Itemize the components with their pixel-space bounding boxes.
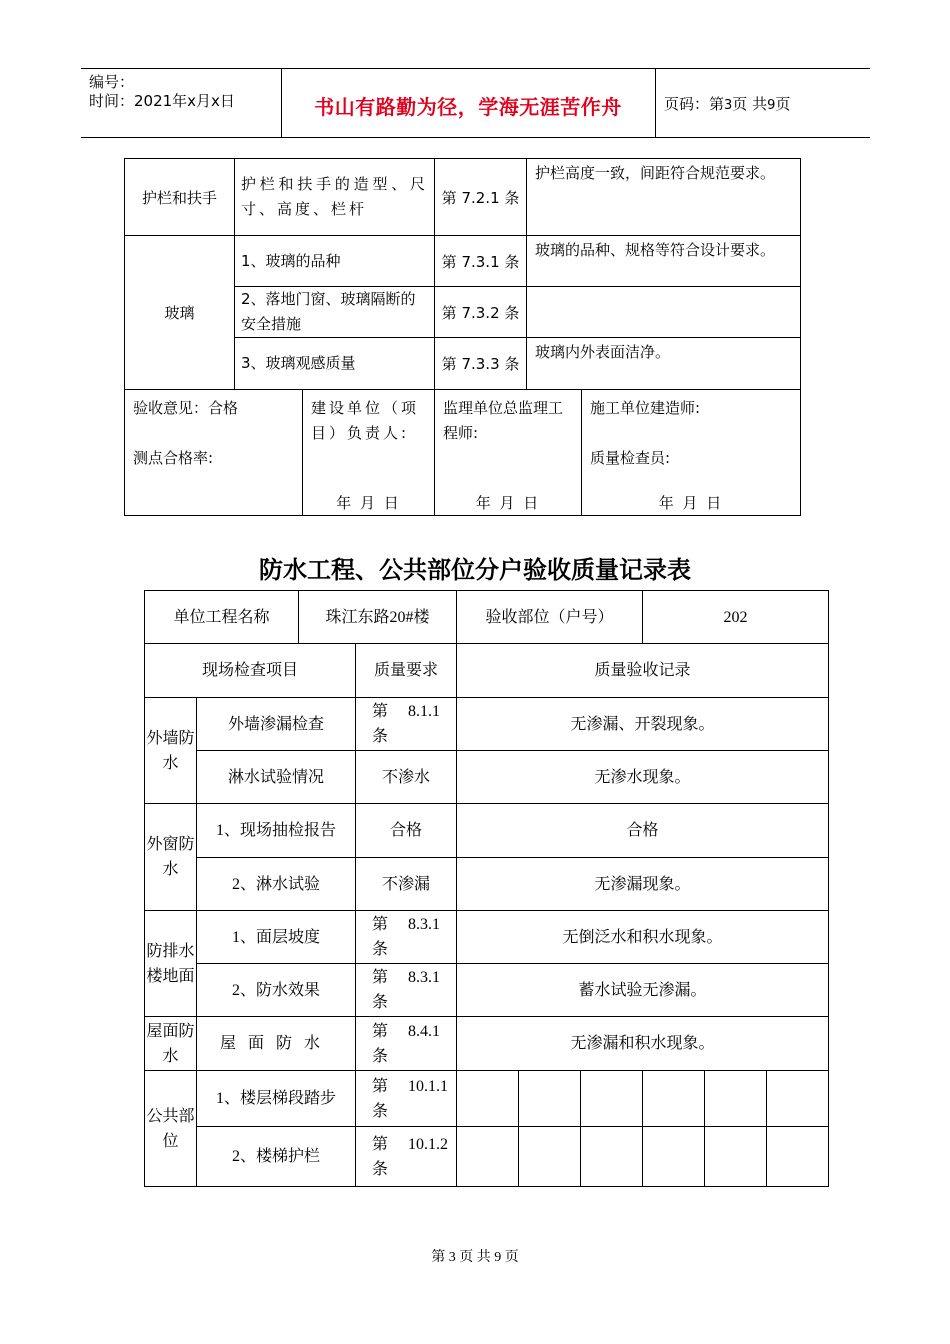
table-row (125, 159, 801, 236)
std-prefix: 第 (372, 1077, 409, 1095)
category-cell: 公共部位 (145, 1071, 197, 1187)
sign-date: 年 月 日 (336, 494, 401, 512)
standard-cell (356, 1071, 457, 1127)
signature-row (125, 390, 801, 516)
record-cell: 玻璃的品种、规格等符合设计要求。 (527, 236, 801, 287)
record-cell (643, 1127, 705, 1187)
item-cell: 2、落地门窗、玻璃隔断的安全措施 (235, 287, 435, 338)
record-cell (527, 287, 801, 338)
item-cell: 3、玻璃观感质量 (235, 338, 435, 390)
record-cell (705, 1071, 767, 1127)
standard-cell (356, 1017, 457, 1071)
header-divider (655, 69, 656, 137)
category-cell: 玻璃 (125, 236, 235, 390)
record-cell: 蓄水试验无渗漏。 (457, 964, 829, 1017)
std-prefix: 第 (372, 1022, 409, 1040)
table-row (145, 698, 829, 751)
item-cell: 1、现场抽检报告 (197, 804, 356, 858)
record-cell: 无渗漏和积水现象。 (457, 1017, 829, 1071)
table-row (145, 1017, 829, 1071)
builder-label: 施工单位建造师: (590, 399, 701, 417)
table-row (145, 964, 829, 1017)
standard-cell (356, 911, 457, 964)
standard-cell (356, 1127, 457, 1187)
header-time: 时间：2021年x月x日 (89, 92, 235, 110)
table-row (145, 751, 829, 804)
standard-cell: 第 7.3.2 条 (435, 287, 527, 338)
standard-cell: 不渗漏 (356, 858, 457, 911)
record-cell: 合格 (457, 804, 829, 858)
item-cell: 外墙渗漏检查 (197, 698, 356, 751)
builder-signature-cell (582, 390, 801, 516)
table-row (145, 804, 829, 858)
item-cell: 2、防水效果 (197, 964, 356, 1017)
table-row (125, 236, 801, 287)
std-suffix: 条 (372, 941, 389, 958)
railing-glass-table (124, 158, 801, 516)
waterproofing-table (144, 590, 829, 1187)
std-clause: 8.3.1 (408, 969, 441, 986)
category-cell: 防排水楼地面 (145, 911, 197, 1017)
header-meta (89, 73, 235, 111)
table-row (145, 911, 829, 964)
project-name-cell: 珠江东路20#楼 (299, 591, 457, 644)
item-cell: 2、楼梯护栏 (197, 1127, 356, 1187)
unit-number-cell: 202 (643, 591, 829, 644)
record-cell: 无渗漏、开裂现象。 (457, 698, 829, 751)
pass-rate: 测点合格率: (133, 449, 214, 467)
header-std-cell: 质量要求 (356, 644, 457, 698)
item-cell: 2、淋水试验 (197, 858, 356, 911)
item-cell: 屋面防水 (197, 1017, 356, 1071)
header-number: 编号： (89, 73, 135, 91)
std-prefix: 第 (372, 969, 409, 986)
std-suffix: 条 (372, 994, 389, 1011)
record-cell (519, 1127, 581, 1187)
record-cell (581, 1071, 643, 1127)
std-clause: 10.1.1 (408, 1077, 449, 1095)
table-header-row (145, 644, 829, 698)
record-cell: 护栏高度一致，间距符合规范要求。 (527, 159, 801, 236)
section-title: 防水工程、公共部位分户验收质量记录表 (259, 556, 691, 584)
header-record-cell: 质量验收记录 (457, 644, 829, 698)
std-suffix: 条 (372, 728, 389, 745)
page-middle: 页 共 (732, 95, 768, 113)
table-row (145, 858, 829, 911)
record-cell (643, 1071, 705, 1127)
record-cell: 无渗水现象。 (457, 751, 829, 804)
page-current: 3 (724, 98, 733, 113)
std-clause: 8.1.1 (408, 703, 441, 720)
opinion-cell (125, 390, 303, 516)
record-cell (767, 1127, 829, 1187)
inspector-label: 质量检查员: (590, 449, 671, 467)
record-cell (519, 1071, 581, 1127)
std-clause: 10.1.2 (408, 1135, 449, 1153)
std-prefix: 第 (372, 1135, 409, 1153)
category-cell: 外墙防水 (145, 698, 197, 804)
record-cell (705, 1127, 767, 1187)
table-row (145, 1127, 829, 1187)
item-cell: 1、楼层梯段踏步 (197, 1071, 356, 1127)
sign-date: 年 月 日 (475, 494, 541, 512)
project-label-cell: 单位工程名称 (145, 591, 299, 644)
supervisor-label: 监理单位总监理工程师: (443, 399, 564, 442)
table-row (145, 1071, 829, 1127)
part-label-cell: 验收部位（户号） (457, 591, 643, 644)
std-clause: 8.4.1 (408, 1022, 441, 1040)
category-cell: 外窗防水 (145, 804, 197, 911)
std-suffix: 条 (372, 1047, 389, 1065)
table-row (145, 591, 829, 644)
std-prefix: 第 (372, 916, 409, 933)
page-label: 页码：第 (664, 95, 725, 113)
standard-cell (356, 964, 457, 1017)
standard-cell: 第 7.3.1 条 (435, 236, 527, 287)
item-cell: 淋水试验情况 (197, 751, 356, 804)
std-prefix: 第 (372, 703, 409, 720)
owner-label: 建设单位（项目）负责人: (311, 399, 420, 442)
standard-cell (356, 698, 457, 751)
record-cell: 玻璃内外表面洁净。 (527, 338, 801, 390)
header-item-cell: 现场检查项目 (145, 644, 356, 698)
category-cell: 屋面防水 (145, 1017, 197, 1071)
owner-signature-cell (303, 390, 435, 516)
page-footer: 第 3 页 共 9 页 (431, 1250, 519, 1265)
acceptance-opinion: 验收意见：合格 (133, 399, 239, 417)
page-suffix: 页 (775, 95, 791, 113)
item-cell: 1、面层坡度 (197, 911, 356, 964)
record-cell (457, 1071, 519, 1127)
std-clause: 8.3.1 (408, 916, 441, 933)
item-cell: 1、玻璃的品种 (235, 236, 435, 287)
header-motto: 书山有路勤为径，学海无涯苦作舟 (314, 95, 622, 119)
supervisor-signature-cell (435, 390, 582, 516)
std-suffix: 条 (372, 1102, 389, 1120)
header-page-number (664, 93, 790, 114)
std-suffix: 条 (372, 1160, 389, 1178)
standard-cell: 第 7.2.1 条 (435, 159, 527, 236)
category-cell: 护栏和扶手 (125, 159, 235, 236)
standard-cell: 合格 (356, 804, 457, 858)
item-cell: 护栏和扶手的造型、尺寸、高度、栏杆 (235, 159, 435, 236)
record-cell (767, 1071, 829, 1127)
record-cell (581, 1127, 643, 1187)
page-header (81, 68, 870, 138)
record-cell: 无倒泛水和积水现象。 (457, 911, 829, 964)
standard-cell: 第 7.3.3 条 (435, 338, 527, 390)
record-cell: 无渗漏现象。 (457, 858, 829, 911)
standard-cell: 不渗水 (356, 751, 457, 804)
sign-date: 年 月 日 (658, 494, 724, 512)
page-total: 9 (767, 98, 776, 113)
record-cell (457, 1127, 519, 1187)
